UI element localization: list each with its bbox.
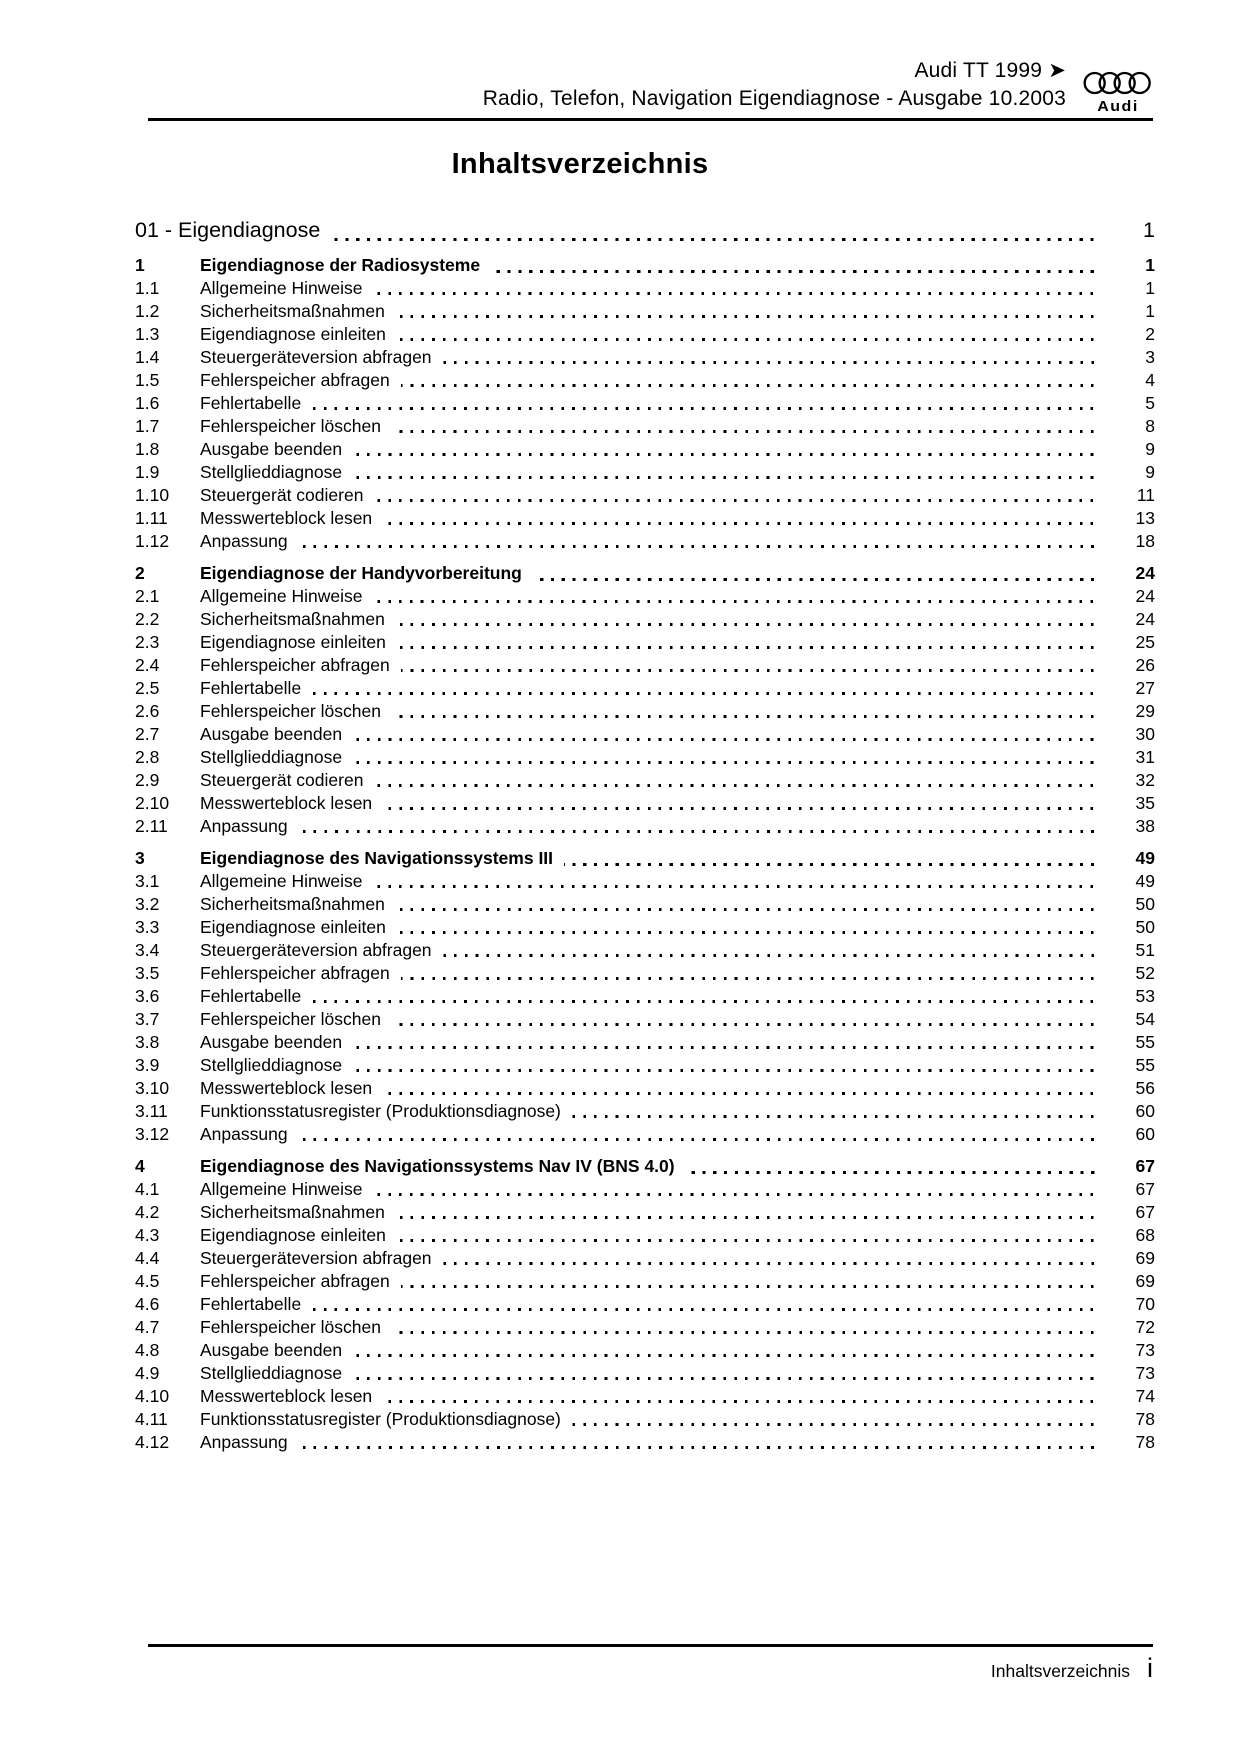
toc-entry-number: 3.9 (135, 1055, 160, 1075)
toc-row (135, 1362, 1155, 1385)
toc-entry-number: 3.12 (135, 1124, 170, 1144)
dot-leader (397, 931, 1097, 934)
dot-leader (401, 977, 1097, 980)
toc-page-number: 60 (1111, 1100, 1155, 1754)
toc-page-number: 24 (1111, 562, 1155, 1754)
toc-row (135, 1385, 1155, 1408)
toc-row (135, 300, 1155, 323)
toc-page-number: 73 (1111, 1339, 1155, 1754)
toc-row (135, 1408, 1155, 1431)
toc-row (135, 438, 1155, 461)
toc-row (135, 654, 1155, 677)
footer-label: Inhaltsverzeichnis (990, 1661, 1130, 1681)
toc-entry-number: 2.6 (135, 701, 160, 721)
toc-page-number: 9 (1111, 461, 1155, 1754)
dot-leader (373, 292, 1097, 295)
toc-page-number: 24 (1111, 608, 1155, 1754)
dot-leader (401, 384, 1097, 387)
toc-entry-number: 4.3 (135, 1225, 160, 1245)
toc-page-number: 68 (1111, 1224, 1155, 1754)
toc-entry-label: Fehlerspeicher abfragen (200, 655, 390, 675)
dot-leader (396, 623, 1097, 626)
toc-row (135, 392, 1155, 415)
toc-entry-label: Messwerteblock lesen (200, 1386, 373, 1406)
toc-entry-number: 1.10 (135, 485, 170, 505)
toc-row (135, 1431, 1155, 1454)
toc-page-number: 67 (1111, 1155, 1155, 1754)
toc-page-number: 50 (1111, 893, 1155, 1754)
dot-leader (392, 715, 1097, 718)
toc-entry-label: Eigendiagnose der Handyvorbereitung (200, 563, 522, 583)
toc-entry-label: Anpassung (200, 816, 288, 836)
dot-leader (374, 499, 1097, 502)
toc-entry-number: 2 (135, 563, 145, 583)
toc-entry-label: Messwerteblock lesen (200, 1078, 373, 1098)
toc-entry-number: 4.9 (135, 1363, 160, 1383)
toc-page-number: 69 (1111, 1270, 1155, 1754)
toc-entry-number: 4.1 (135, 1179, 160, 1199)
toc-row (135, 1008, 1155, 1031)
toc-row (135, 277, 1155, 300)
dot-leader (397, 1239, 1097, 1242)
toc-entry-label: Allgemeine Hinweise (200, 871, 363, 891)
toc-row (135, 847, 1155, 870)
toc-page-number: 52 (1111, 962, 1155, 1754)
toc-row (135, 1316, 1155, 1339)
toc-entry-label: Steuergeräteversion abfragen (200, 1248, 432, 1268)
dot-leader (686, 1171, 1097, 1174)
toc-page-number: 1 (1111, 254, 1155, 1754)
toc-page-number: 69 (1111, 1247, 1155, 1754)
toc-page-number: 74 (1111, 1385, 1155, 1754)
dot-leader (443, 361, 1097, 364)
toc-entry-number: 2.5 (135, 678, 160, 698)
toc-entry-number: 1.5 (135, 370, 160, 390)
header-divider (148, 118, 1153, 121)
dot-leader (392, 430, 1097, 433)
toc-entry-label: Anpassung (200, 531, 288, 551)
toc-row (135, 254, 1155, 277)
toc-page-number: 67 (1111, 1178, 1155, 1754)
toc-page-number: 2 (1111, 323, 1155, 1754)
toc-row (135, 530, 1155, 553)
toc-row (135, 562, 1155, 585)
toc-page-number: 78 (1111, 1431, 1155, 1754)
toc-page-number: 54 (1111, 1008, 1155, 1754)
toc-row (135, 1077, 1155, 1100)
dot-leader (383, 1092, 1097, 1095)
toc-entry-number: 4.8 (135, 1340, 160, 1360)
dot-leader (353, 1377, 1097, 1380)
toc-entry-label: Eigendiagnose einleiten (200, 1225, 386, 1245)
toc-page-number: 5 (1111, 392, 1155, 1754)
toc-row (135, 461, 1155, 484)
toc-entry-label: Stellglieddiagnose (200, 462, 343, 482)
toc-entry-label: Eigendiagnose einleiten (200, 324, 386, 344)
toc-entry-label: Fehlerspeicher löschen (200, 1317, 381, 1337)
toc-entry-number: 3.10 (135, 1078, 170, 1098)
toc-row (135, 1054, 1155, 1077)
toc-row (135, 769, 1155, 792)
dot-leader (299, 830, 1097, 833)
toc-row (135, 608, 1155, 631)
toc-page-number: 73 (1111, 1362, 1155, 1754)
toc-row (135, 507, 1155, 530)
toc-row (135, 746, 1155, 769)
dot-leader (443, 954, 1097, 957)
toc-page-number: 31 (1111, 746, 1155, 1754)
toc-row (135, 677, 1155, 700)
toc-entry-number: 2.3 (135, 632, 160, 652)
dot-leader (353, 738, 1097, 741)
toc-entry-number: 4.12 (135, 1432, 170, 1452)
toc-page-number: 13 (1111, 507, 1155, 1754)
toc-entry-number: 4.2 (135, 1202, 160, 1222)
toc-entry-number: 3.11 (135, 1101, 168, 1121)
dot-leader (401, 669, 1097, 672)
toc-row (135, 962, 1155, 985)
toc-entry-label: Sicherheitsmaßnahmen (200, 301, 385, 321)
toc-page-number: 1 (1111, 277, 1155, 1754)
header-model-line: Audi TT 1999 ➤ (914, 59, 1066, 82)
dot-leader (312, 407, 1097, 410)
header-doc-title: Radio, Telefon, Navigation Eigendiagnose - Ausgabe 10.2003 (482, 87, 1066, 110)
toc-page-number: 26 (1111, 654, 1155, 1754)
toc-entry-label: Eigendiagnose der Radiosysteme (200, 255, 481, 275)
toc-entry-number: 1.7 (135, 416, 160, 436)
toc-entry-number: 4.7 (135, 1317, 160, 1337)
toc-page-number: 9 (1111, 438, 1155, 1754)
toc-entry-label: Eigendiagnose einleiten (200, 632, 386, 652)
toc-entry-number: 4 (135, 1156, 145, 1176)
toc-page-number: 29 (1111, 700, 1155, 1754)
toc-entry-number: 1.4 (135, 347, 160, 367)
toc-page-number: 32 (1111, 769, 1155, 1754)
toc-page-number: 18 (1111, 530, 1155, 1754)
dot-leader (312, 692, 1097, 695)
dot-leader (353, 761, 1097, 764)
toc-page-number: 72 (1111, 1316, 1155, 1754)
toc-entry-label: Fehlertabelle (200, 393, 302, 413)
toc-page-number: 4 (1111, 369, 1155, 1754)
toc-entry-number: 2.4 (135, 655, 160, 675)
toc-row (135, 369, 1155, 392)
toc-row (135, 916, 1155, 939)
toc-row (135, 631, 1155, 654)
toc-entry-label: Fehlertabelle (200, 986, 302, 1006)
toc-entry-number: 1.3 (135, 324, 160, 344)
dot-leader (331, 238, 1097, 241)
toc-row (135, 870, 1155, 893)
toc-page-number: 25 (1111, 631, 1155, 1754)
toc-row (135, 893, 1155, 916)
toc-row (135, 1100, 1155, 1123)
dot-leader (533, 578, 1097, 581)
toc-entry-number: 3 (135, 848, 145, 868)
page-footer (991, 1655, 1153, 1682)
toc-entry-number: 3.7 (135, 1009, 160, 1029)
dot-leader (312, 1000, 1097, 1003)
toc-entry-label: Funktionsstatusregister (Produktionsdiagnose) (200, 1409, 561, 1429)
toc-page-number: 38 (1111, 815, 1155, 1754)
toc-row (135, 792, 1155, 815)
toc-entry-label: Stellglieddiagnose (200, 747, 343, 767)
toc-list (135, 216, 1155, 1454)
toc-page-number: 50 (1111, 916, 1155, 1754)
audi-wordmark: Audi (1097, 98, 1139, 115)
toc-entry-number: 3.2 (135, 894, 160, 914)
toc-page-number: 53 (1111, 985, 1155, 1754)
toc-entry-label: Stellglieddiagnose (200, 1363, 343, 1383)
toc-page-number: 55 (1111, 1054, 1155, 1754)
dot-leader (443, 1262, 1097, 1265)
toc-row (135, 1031, 1155, 1054)
dot-leader (392, 1331, 1097, 1334)
footer-page-number: i (1147, 1653, 1153, 1683)
toc-page-number: 27 (1111, 677, 1155, 1754)
toc-entry-label: Steuergerät codieren (200, 770, 364, 790)
toc-row (135, 1155, 1155, 1178)
dot-leader (397, 338, 1097, 341)
dot-leader (353, 1046, 1097, 1049)
toc-page-number: 3 (1111, 346, 1155, 1754)
toc-page-number: 51 (1111, 939, 1155, 1754)
dot-leader (392, 1023, 1097, 1026)
toc-page-number: 35 (1111, 792, 1155, 1754)
dot-leader (299, 545, 1097, 548)
dot-leader (353, 1354, 1097, 1357)
toc-row (135, 1293, 1155, 1316)
dot-leader (373, 1193, 1097, 1196)
toc-row (135, 815, 1155, 838)
toc-entry-label: Ausgabe beenden (200, 439, 343, 459)
toc-entry-number: 1.8 (135, 439, 160, 459)
dot-leader (353, 453, 1097, 456)
toc-entry-number: 1.6 (135, 393, 160, 413)
toc-entry-label: Fehlertabelle (200, 678, 302, 698)
toc-entry-number: 3.8 (135, 1032, 160, 1052)
page-title: Inhaltsverzeichnis (451, 148, 709, 180)
audi-logo (1083, 70, 1153, 116)
toc-row (135, 985, 1155, 1008)
toc-entry-number: 2.8 (135, 747, 160, 767)
toc-page-number: 8 (1111, 415, 1155, 1754)
toc-entry-label: Fehlerspeicher löschen (200, 701, 381, 721)
dot-leader (572, 1115, 1097, 1118)
toc-entry-label: Anpassung (200, 1124, 288, 1144)
toc-entry-label: Sicherheitsmaßnahmen (200, 1202, 385, 1222)
toc-entry-number: 1.1 (135, 278, 160, 298)
toc-entry-label: 01 - Eigendiagnose (135, 218, 321, 242)
dot-leader (373, 600, 1097, 603)
toc-entry-number: 1.11 (135, 508, 168, 528)
toc-entry-label: Ausgabe beenden (200, 1340, 343, 1360)
toc-entry-label: Funktionsstatusregister (Produktionsdiagnose) (200, 1101, 561, 1121)
toc-entry-label: Allgemeine Hinweise (200, 278, 363, 298)
toc-entry-label: Messwerteblock lesen (200, 508, 373, 528)
toc-row (135, 1270, 1155, 1293)
footer-divider (148, 1644, 1153, 1647)
toc-page-number: 60 (1111, 1123, 1155, 1754)
toc-entry-label: Sicherheitsmaßnahmen (200, 894, 385, 914)
toc-row (135, 723, 1155, 746)
dot-leader (373, 885, 1097, 888)
toc-entry-label: Ausgabe beenden (200, 1032, 343, 1052)
audi-rings-icon (1083, 70, 1151, 96)
dot-leader (383, 807, 1097, 810)
toc-page-number: 49 (1111, 847, 1155, 1754)
toc-entry-label: Steuergerät codieren (200, 485, 364, 505)
toc-row (135, 939, 1155, 962)
toc-row (135, 585, 1155, 608)
dot-leader (383, 1400, 1097, 1403)
dot-leader (396, 1216, 1097, 1219)
dot-leader (383, 522, 1097, 525)
toc-entry-number: 4.10 (135, 1386, 170, 1406)
toc-entry-label: Fehlerspeicher abfragen (200, 370, 390, 390)
toc-page-number: 1 (1111, 300, 1155, 1754)
toc-entry-number: 1.12 (135, 531, 170, 551)
toc-entry-number: 3.1 (135, 871, 160, 891)
toc-entry-label: Fehlerspeicher abfragen (200, 963, 390, 983)
toc-entry-number: 2.7 (135, 724, 160, 744)
toc-row (135, 1178, 1155, 1201)
dot-leader (299, 1138, 1097, 1141)
toc-page-number: 24 (1111, 585, 1155, 1754)
toc-entry-number: 2.1 (135, 586, 160, 606)
toc-entry-number: 2.2 (135, 609, 160, 629)
toc-entry-label: Messwerteblock lesen (200, 793, 373, 813)
toc-page-number: 67 (1111, 1201, 1155, 1754)
toc-entry-label: Fehlertabelle (200, 1294, 302, 1314)
toc-row (135, 1339, 1155, 1362)
toc-entry-label: Eigendiagnose des Navigationssystems Nav IV (BNS 4.0) (200, 1156, 675, 1176)
dot-leader (396, 908, 1097, 911)
toc-entry-label: Ausgabe beenden (200, 724, 343, 744)
toc-entry-number: 1.9 (135, 462, 160, 482)
toc-entry-number: 4.6 (135, 1294, 160, 1314)
toc-entry-label: Allgemeine Hinweise (200, 586, 363, 606)
toc-row (135, 700, 1155, 723)
toc-row (135, 484, 1155, 507)
toc-page-number: 49 (1111, 870, 1155, 1754)
toc-entry-number: 4.11 (135, 1409, 168, 1429)
dot-leader (374, 784, 1097, 787)
toc-page-number: 78 (1111, 1408, 1155, 1754)
toc-entry-label: Anpassung (200, 1432, 288, 1452)
toc-entry-number: 2.11 (135, 816, 168, 836)
toc-entry-label: Eigendiagnose einleiten (200, 917, 386, 937)
dot-leader (564, 863, 1097, 866)
toc-entry-label: Steuergeräteversion abfragen (200, 347, 432, 367)
toc-row (135, 1224, 1155, 1247)
toc-page-number: 56 (1111, 1077, 1155, 1754)
dot-leader (572, 1423, 1097, 1426)
dot-leader (312, 1308, 1097, 1311)
toc-entry-label: Fehlerspeicher löschen (200, 1009, 381, 1029)
toc-entry-number: 3.3 (135, 917, 160, 937)
toc-page-number: 30 (1111, 723, 1155, 1754)
toc-entry-number: 4.4 (135, 1248, 160, 1268)
toc-entry-number: 3.6 (135, 986, 160, 1006)
toc-row (135, 1123, 1155, 1146)
toc-row (135, 1247, 1155, 1270)
toc-entry-number: 1.2 (135, 301, 160, 321)
toc-entry-number: 4.5 (135, 1271, 160, 1291)
toc-row (135, 346, 1155, 369)
dot-leader (396, 315, 1097, 318)
toc-entry-label: Eigendiagnose des Navigationssystems III (200, 848, 554, 868)
dot-leader (397, 646, 1097, 649)
toc-entry-number: 2.9 (135, 770, 160, 790)
dot-leader (353, 1069, 1097, 1072)
toc-entry-label: Stellglieddiagnose (200, 1055, 343, 1075)
toc-entry-number: 1 (135, 255, 145, 275)
toc-root-row (135, 216, 1155, 245)
dot-leader (401, 1285, 1097, 1288)
toc-page-number: 1 (1111, 216, 1155, 1754)
toc-page-number: 55 (1111, 1031, 1155, 1754)
toc-entry-label: Fehlerspeicher abfragen (200, 1271, 390, 1291)
dot-leader (353, 476, 1097, 479)
dot-leader (491, 270, 1097, 273)
toc-row (135, 415, 1155, 438)
toc-entry-number: 3.5 (135, 963, 160, 983)
toc-entry-number: 2.10 (135, 793, 170, 813)
page-header (483, 57, 1066, 113)
toc-page-number: 70 (1111, 1293, 1155, 1754)
dot-leader (299, 1446, 1097, 1449)
toc-row (135, 1201, 1155, 1224)
toc-entry-label: Steuergeräteversion abfragen (200, 940, 432, 960)
toc-entry-number: 3.4 (135, 940, 160, 960)
toc-entry-label: Fehlerspeicher löschen (200, 416, 381, 436)
toc-row (135, 323, 1155, 346)
toc-page-number: 11 (1111, 484, 1155, 1754)
toc-entry-label: Sicherheitsmaßnahmen (200, 609, 385, 629)
toc-entry-label: Allgemeine Hinweise (200, 1179, 363, 1199)
